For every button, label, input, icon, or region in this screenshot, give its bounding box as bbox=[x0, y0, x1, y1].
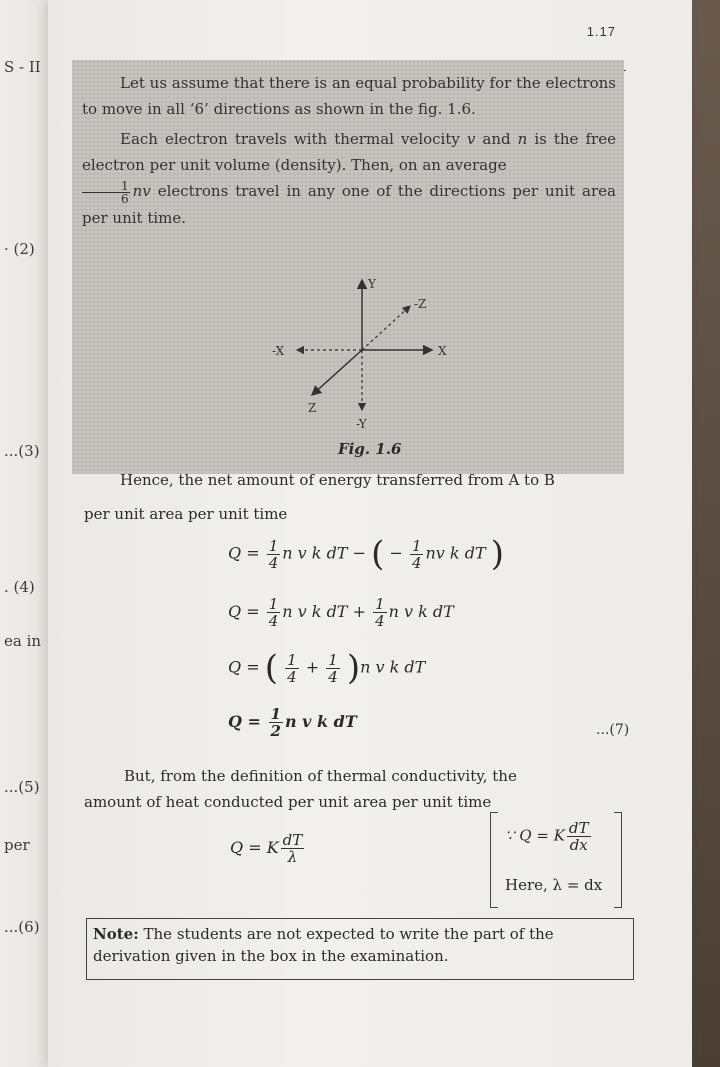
label-neg-z: -Z bbox=[414, 297, 427, 311]
bracket-line-2: Here, λ = dx bbox=[505, 876, 603, 894]
figure-caption: Fig. 1.6 bbox=[338, 440, 402, 458]
note-box bbox=[86, 918, 634, 980]
book-page bbox=[48, 0, 692, 1067]
equation-4: Q = $\frac{1}{2}$ n v k dT bbox=[228, 705, 357, 740]
left-margin-text: ...(3) bbox=[4, 442, 40, 460]
left-margin-text: ...(5) bbox=[4, 778, 40, 796]
equation-heat-conduction: Q = K $\frac{dT}{\lambda}$ bbox=[230, 831, 303, 866]
bracket-line-1: ∵ Q = K $\frac{dT}{dx}$ bbox=[505, 819, 589, 854]
note-text: The students are not expected to write the part of the derivation given in the box in the examination. bbox=[93, 925, 554, 965]
fraction-one-sixth: $\frac{1}{6}$ bbox=[82, 180, 130, 205]
label-neg-x: -X bbox=[272, 344, 285, 358]
text-hence-line1: Hence, the net amount of energy transferred from A to B bbox=[120, 471, 555, 489]
equation-2: Q = $\frac{1}{4}$ n v k dT + $\frac{1}{4}$ n v k dT bbox=[228, 595, 454, 630]
left-margin-text: · (2) bbox=[4, 240, 35, 258]
note-label: Note: bbox=[93, 925, 139, 943]
equation-3: Q = ( $\frac{1}{4}$ + $\frac{1}{4}$ )n v k dT bbox=[228, 648, 426, 688]
left-margin-text: S - II bbox=[4, 58, 41, 76]
page-number: 1.17 bbox=[586, 24, 616, 39]
text-but-line2: amount of heat conducted per unit area per unit time bbox=[84, 793, 492, 811]
z-axis-negative bbox=[362, 306, 410, 350]
equation-number-7: ...(7) bbox=[596, 722, 630, 738]
label-y: Y bbox=[368, 277, 376, 291]
left-margin-text: ea in bbox=[4, 632, 42, 650]
left-margin-text: ...(6) bbox=[4, 918, 40, 936]
left-margin-text: per bbox=[4, 836, 30, 854]
paragraph-thermal-velocity: Each electron travels with thermal velocity v and n is the free electron per unit volume (density). Then, on an average $\frac{1}{6}$ nv electrons travel in any one of the directions per unit area per unit time. bbox=[82, 130, 616, 227]
text-but-line1: But, from the definition of thermal conductivity, the bbox=[124, 767, 517, 785]
shaded-derivation-box bbox=[72, 60, 624, 474]
label-neg-y: -Y bbox=[356, 417, 367, 431]
z-axis-positive bbox=[312, 350, 362, 395]
equation-1: Q = $\frac{1}{4}$ n v k dT − ( − $\frac{1}{4}$ nv k dT ) bbox=[228, 534, 504, 574]
label-z: Z bbox=[308, 401, 317, 415]
paragraph-equal-probability: Let us assume that there is an equal probability for the electrons to move in all ‘6’ directions as shown in the fig. 1.6. bbox=[82, 74, 616, 118]
definition-bracket bbox=[490, 812, 622, 908]
text-hence-line2: per unit area per unit time bbox=[84, 505, 288, 523]
left-margin-text: . (4) bbox=[4, 578, 35, 596]
label-x: X bbox=[438, 344, 447, 358]
axes-diagram bbox=[242, 270, 482, 460]
